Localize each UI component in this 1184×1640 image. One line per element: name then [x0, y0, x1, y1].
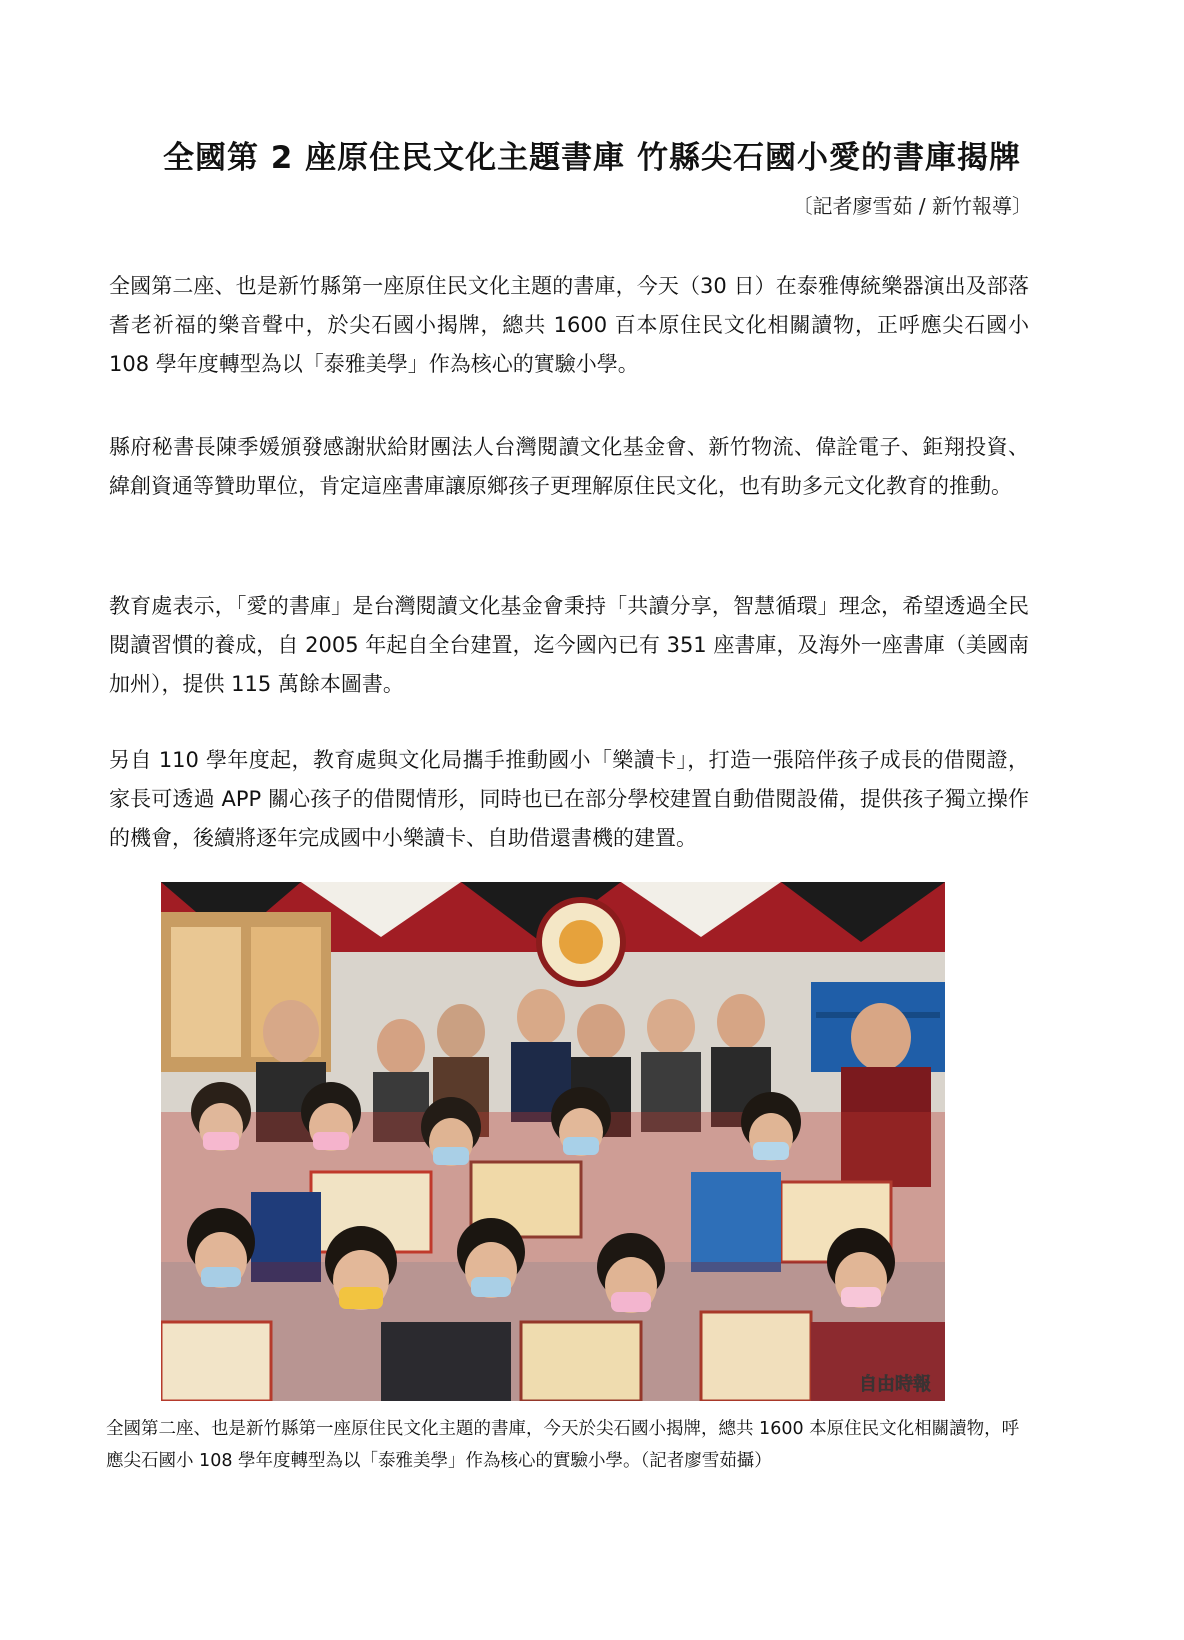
- article-paragraph-2: 縣府秘書長陳季媛頒發感謝狀給財團法人台灣閱讀文化基金會、新竹物流、偉詮電子、鉅翔投資、緯創資通等贊助單位，肯定這座書庫讓原鄉孩子更理解原住民文化，也有助多元文化教育的推動。: [109, 435, 1029, 498]
- photo-watermark: 自由時報: [859, 1374, 931, 1395]
- article-photo: [161, 882, 945, 1401]
- article-title: 全國第 2 座原住民文化主題書庫 竹縣尖石國小愛的書庫揭牌: [163, 140, 1021, 176]
- article-paragraph-4: 另自 110 學年度起，教育處與文化局攜手推動國小「樂讀卡」，打造一張陪伴孩子成長的借閱證，家長可透過 APP 關心孩子的借閱情形，同時也已在部分學校建置自動借閱設備，提供孩子獨立操作的機會，後續將逐年完成國中小樂讀卡、自助借還書機的建置。: [109, 748, 1029, 850]
- article-paragraph-1: 全國第二座、也是新竹縣第一座原住民文化主題的書庫，今天（30 日）在泰雅傳統樂器演出及部落耆老祈福的樂音聲中，於尖石國小揭牌，總共 1600 百本原住民文化相關讀物，正呼應尖石國小 108 學年度轉型為以「泰雅美學」作為核心的實驗小學。: [109, 274, 1029, 376]
- article-byline: 〔記者廖雪茹 / 新竹報導〕: [792, 194, 1032, 218]
- article-paragraph-3: 教育處表示，「愛的書庫」是台灣閱讀文化基金會秉持「共讀分享，智慧循環」理念，希望透過全民閱讀習慣的養成，自 2005 年起自全台建置，迄今國內已有 351 座書庫，及海外一座書庫（美國南加州），提供 115 萬餘本圖書。: [109, 594, 1029, 696]
- photo-caption: 全國第二座、也是新竹縣第一座原住民文化主題的書庫，今天於尖石國小揭牌，總共 1600 本原住民文化相關讀物，呼應尖石國小 108 學年度轉型為以「泰雅美學」作為核心的實驗小學。（記者廖雪茹攝）: [106, 1419, 1020, 1471]
